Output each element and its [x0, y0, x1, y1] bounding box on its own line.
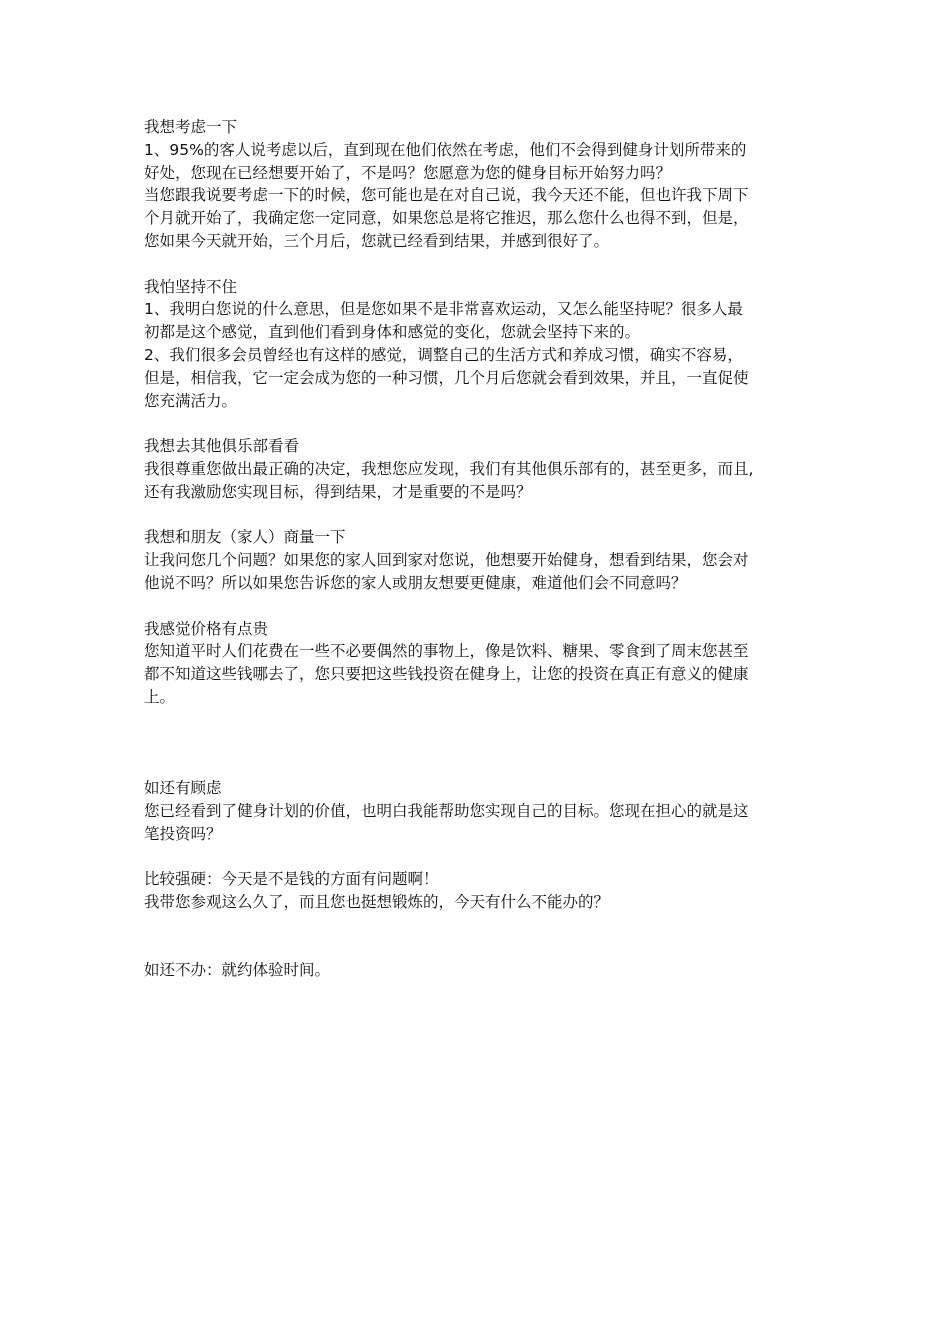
closing-line: 如还不办：就约体验时间。: [144, 961, 331, 980]
paragraph-gap: [144, 595, 808, 618]
body-line: 您已经看到了健身计划的价值，也明白我能帮助您实现自己的目标。您现在担心的就是这: [144, 801, 749, 820]
body-line: 我带您参观这么久了，而且您也挺想锻炼的，今天有什么不能办的？: [144, 893, 610, 912]
body-line: 当您跟我说要考虑一下的时候，您可能也是在对自己说，我今天还不能，但也许我下周下: [144, 186, 749, 205]
firm-heading: 比较强硬：今天是不是钱的方面有问题啊！: [144, 870, 439, 889]
paragraph-gap: [144, 253, 808, 276]
body-line: 他说不吗？所以如果您告诉您的家人或朋友想要更健康，难道他们会不同意吗？: [144, 573, 687, 592]
paragraph-gap: [144, 754, 808, 777]
section-heading: 我想去其他俱乐部看看: [144, 437, 300, 456]
body-line: 上。: [144, 687, 176, 706]
body-line: 2、我们很多会员曾经也有这样的感觉，调整自己的生活方式和养成习惯，确实不容易，: [144, 345, 743, 364]
paragraph-gap: [144, 914, 808, 937]
followup-heading: 如还有顾虑: [144, 779, 222, 798]
body-line: 还有我激励您实现目标，得到结果，才是重要的不是吗？: [144, 482, 532, 501]
body-line: 您如果今天就开始，三个月后，您就已经看到结果，并感到很好了。: [144, 231, 610, 250]
section-heading: 我想和朋友（家人）商量一下: [144, 528, 346, 547]
body-line: 让我问您几个问题？如果您的家人回到家对您说，他想要开始健身，想看到结果，您会对: [144, 551, 749, 570]
body-line: 1、我明白您说的什么意思，但是您如果不是非常喜欢运动，又怎么能坚持呢？很多人最: [144, 300, 743, 319]
body-line: 初都是这个感觉，直到他们看到身体和感觉的变化，您就会坚持下来的。: [144, 323, 641, 342]
section-heading: 我怕坚持不住: [144, 277, 238, 296]
paragraph-gap: [144, 709, 808, 732]
body-line: 我很尊重您做出最正确的决定，我想您应发现，我们有其他俱乐部有的，甚至更多，而且,: [144, 459, 754, 478]
body-line: 您充满活力。: [144, 391, 238, 410]
section-heading: 我想考虑一下: [144, 118, 238, 136]
body-line: 都不知道这些钱哪去了，您只要把这些钱投资在健身上，让您的投资在真正有意义的健康: [144, 665, 749, 684]
section-heading: 我感觉价格有点贵: [144, 619, 269, 638]
body-line: 您知道平时人们花费在一些不必要偶然的事物上，像是饮料、糖果、零食到了周末您甚至: [144, 642, 749, 661]
paragraph-gap: [144, 937, 808, 960]
document-body: [144, 116, 808, 982]
body-line: 个月就开始了，我确定您一定同意，如果您总是将它推迟，那么您什么也得不到，但是，: [144, 209, 749, 228]
paragraph-gap: [144, 732, 808, 755]
paragraph-gap: [144, 846, 808, 869]
body-line: 好处，您现在已经想要开始了，不是吗？您愿意为您的健身目标开始努力吗？: [144, 163, 672, 182]
paragraph-gap: [144, 412, 808, 435]
body-line: 1、95%的客人说考虑以后，直到现在他们依然在考虑，他们不会得到健身计划所带来的: [144, 140, 747, 159]
paragraph-gap: [144, 504, 808, 527]
body-line: 但是，相信我，它一定会成为您的一种习惯，几个月后您就会看到效果，并且，一直促使: [144, 368, 749, 387]
body-line: 笔投资吗？: [144, 824, 222, 843]
